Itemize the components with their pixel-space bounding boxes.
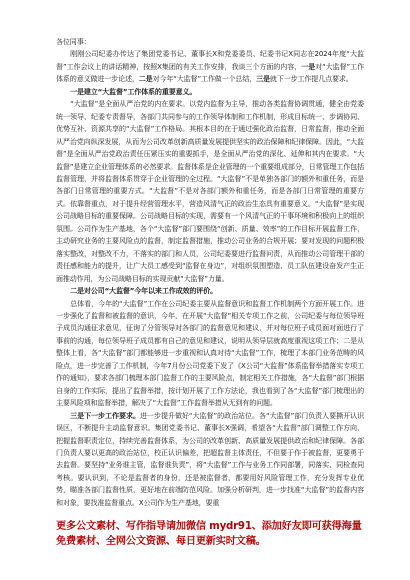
section-3-paragraph <box>56 410 364 510</box>
intro-text: 对“大监督”工作体系的意义做进一步论述， <box>56 61 364 84</box>
section-2-paragraph: 总体看，今年的“大监督”工作在公司纪委主要从监督意识和监督工作机制两个方面开展工作。进一步强化了监督和被监督的意识，今年，在开展“大监督”相关专项工作之前，公司纪委与每位领导班子成员沟通征求意见，征询了分管领导对各部门的监督意见和建议，并对每位班子成员面对面进行了事前的沟通，每位领导班子成员都有自己的意见和建议，说明从领导层就高度重视这项工作；二是从整体上看，各“大监督”部门都能够进一步重视和认真对待“大监督”工作，梳理了本部门业务范畴的风险点，进一步完善了工作机制，今年7月份公司党委下发了《X公司“大监督”体系监督举措落实专项工作的通知》，要求各部门梳理本部门监督工作的主要风险点，制定相关工作措施，各“大监督”部门根据自身的工作实际，提出了监督举措，按计划开展了工作方法论，我也看到了各“大监督”部门梳理出的主要风险项和监督举措，解决了“大监督”工作监督举措从无到有的问题。 <box>56 298 364 408</box>
promo-footer <box>56 520 368 549</box>
section-1-paragraph: “大监督”是全面从严治党的内在要求。以党内监督为主导，推动各类监督协调贯通，健全由党委统一领导、纪委专责督导，各部门共同参与的工作领导体制和工作机制，形成目标统一、步调协同、优势互补、资源共享的“大监督”工作格局。其根本目的在于通过强化政治监督，日常监督，推动全面从严治党向纵深发展，从而为公司改革创新高质量发展提供坚实的政治保障和纪律保障。因此，“大监督”是全面从严治党政治责任压紧压实的重要抓手，是全面从严治党的深化、延伸和其内在要求。“大监督”是建立企业管理体系的必然要求。监督体系是企业管理的一个重要组成部分，日常管理工作包括监督管理，并将监督体系贯穿于企业管理的全过程。“大监督”不是单独各部门的额外和重任务，而是各部门日常管理的重要方式。“大监督”不是对各部门额外和重任务，而是各部门日常管理的重要方式。依靠督重点，对于提升经营管理水平，营造风清气正的政治生态具有重要意义。“大监督”是实现公司战略目标的重要保障。公司战略目标的实现，需要有一个风清气正的干事环境和积极向上的组织氛围。公司作为生产基地，各个“大监督”部门要围绕“创新、质量、效率”的工作目标开展监督工作，主动研究业务的主要风险点的监督，制定监督措施，推动公司业务的合规开展；要对发现的问题积极落实整改，对整改不力，不落实的部门和人员，公司纪委要进行监督问责，从而推动公司管理干部的责任感和能力的提升，让广大员工感受到“监督在身边”，对组织氛围塑造、员工队伍建设奋发产生正面推动作用，为公司战略目标的实现贡献“大监督”力量。 <box>56 99 364 283</box>
section-heading-2: 二是对公司“大监督”今年以来工作成效的评价。 <box>70 286 217 296</box>
intro-paragraph <box>56 48 364 85</box>
intro-text: 刚刚公司纪委办传达了集团党委书记、董事长X和党委委员、纪委书记X同志在2024年度“大监督”工作会议上的讲话精神，按照X集团的有关工作安排，我谈三个方面的内容， <box>56 49 364 71</box>
intro-marker-1: 一是 <box>301 61 316 71</box>
intro-marker-2: 二是 <box>138 74 153 84</box>
section-heading-3: 三是下一步工作要求。 <box>70 410 140 420</box>
promo-line-2: 免费素材、全网公文资源、每日更新实时文稿。 <box>56 535 266 547</box>
document-body <box>56 36 364 509</box>
section-heading-1: 一是建立“大监督”工作体系的重要意义。 <box>70 86 197 96</box>
section-3-text: 进一步提升做好“大监督”的政治站位。各“大监督”部门负责人要撕开认识误区，不断提升主动监督意识。集团党委书记、董事长X强调，希望各“大监督”部门调整工作方向，把握监督职责定位，持续完善监督体系，为公司的改革创新、高质量发展提供政治和纪律保障。各部门负责人要以更高的政治站位，校正认识偏差，把超监督主体责任，不但要于作于被监督，更要勇于去监督。要坚持“业务谁主管，监督谁负责”，将“大监督”工作与业务工作同部署，同落实、同检查同考核。要认识到，不论是监督者的身份，还是被监督者，都要用好风险管理工作，充分发挥专业优势，瞄准各部门监督性质，更好地在前端防范风险。加强分析研判，进一步找准“大监督”的监督内容和对象，要找准监督重点。X公司作为生产基地，要重 <box>56 410 364 507</box>
intro-text: 对今年“大监督”工作做一个总结， <box>152 74 257 84</box>
promo-line-1: 更多公文素材、写作指导请加微信 mydr91、添加好友即可获得海量 <box>56 521 362 532</box>
intro-text: 就下一步工作提几点要求。 <box>269 74 353 84</box>
intro-marker-3: 三是 <box>256 74 270 84</box>
greeting: 各位同事： <box>56 37 91 46</box>
